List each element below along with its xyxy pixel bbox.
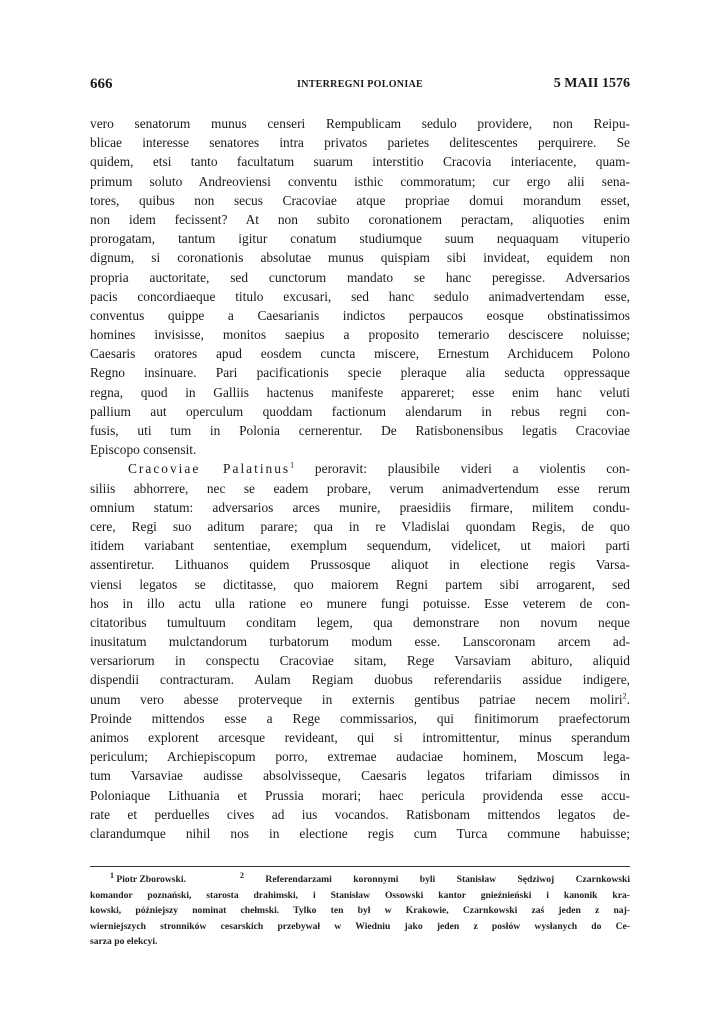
text-line: prorogatam, tantum igitur conatum studiumque suum nequaquam vituperio <box>90 231 630 247</box>
footnote-line: wierniejszych stronników cesarskich przebywał w Wiedniu jako jeden z posłów wysłanych do Ce- <box>90 920 630 932</box>
text-line: Caesaris oratores apud eosdem cuncta miscere, Ernestum Archiducem Polono <box>90 346 630 362</box>
footnotes <box>90 872 630 950</box>
text-line: conventus quippe a Caesarianis indictos perpaucos eosque obstinatissimos <box>90 307 630 323</box>
text-line: omnium statum: adversarios arces munire, praesidiis firmare, militem condu- <box>90 499 630 515</box>
text-line: rate et perduelles cives ad ius vocandos. Ratisbonam mittendos legatos de- <box>90 806 630 822</box>
text-line: homines invisisse, monitos saepius a proposito temerario desciscere noluisse; <box>90 327 630 343</box>
text-line: hos in illo actu ulla ratione eo munere fungi potuisse. Esse veterem de con- <box>90 595 630 611</box>
footnote-divider <box>90 866 630 867</box>
text-line: regna, quod in Galliis hactenus manifeste appareret; esse enim hanc veluti <box>90 384 630 400</box>
text-line: pallium aut operculum quoddam factionum alendarum in rebus regni con- <box>90 403 630 419</box>
header-date: 5 MAII 1576 <box>553 76 630 91</box>
text-line: versariorum in conspectu Cracoviae sitam, Rege Varsaviam abituro, aliquid <box>90 653 630 669</box>
text-line: clarandumque nihil nos in electione regis cum Turca commune habuisse; <box>90 825 630 841</box>
footnote-line: sarza po elekcyi. <box>90 936 158 948</box>
line-rest: peroravit: plausibile videri a violentis con- <box>294 461 630 477</box>
running-title: INTERREGNI POLONIAE <box>297 79 423 90</box>
text-line: primum soluto Andreoviensi conventu isthic commoratum; cur ergo alii sena- <box>90 173 630 189</box>
line-text: unum vero abesse proterveque in externis gentibus patriae necem moliri <box>90 691 623 707</box>
text-line: Episcopo consensit. <box>90 442 197 458</box>
text-line: itidem variabant sententiae, exemplum sequendum, videlicet, ut maiori parti <box>90 538 630 554</box>
paragraph-1 <box>90 114 630 459</box>
text-line: fusis, uti tum in Polonia cernerentur. De Ratisbonensibus legatis Cracoviae <box>90 423 630 438</box>
text-line: animos explorent arcesque revideant, qui si intromittentur, minus sperandum <box>90 730 630 745</box>
speaker-name: Cracoviae Palatinus <box>128 461 291 477</box>
text-line: non idem fecissent? At non subito coronationem peractam, aliquoties enim <box>90 211 630 227</box>
text-line: unum vero abesse proterveque in externis gentibus patriae necem moliri$^2$. <box>90 691 630 707</box>
text-line: siliis abhorrere, nec se eadem probare, verum animadvertendum esse rerum <box>90 480 630 496</box>
text-line: Regno insinuare. Pari pacificationis specie pleraque alia seducta oppressaque <box>90 365 630 381</box>
footnote-ref-1: 1 <box>290 460 295 470</box>
footnote-1-marker: 1 <box>110 872 114 880</box>
text-line <box>90 459 630 478</box>
footnote-line <box>90 872 630 888</box>
text-line: cere, Regi suo aditum parare; qua in re Vladislai quondam Regis, de quo <box>90 518 630 534</box>
text-line: quidem, etsi tanto facultatum suarum interstitio Cracovia interiacente, quam- <box>90 154 630 170</box>
text-line: Proinde mittendos esse a Rege commissarios, qui finitimorum praefectorum <box>90 710 630 726</box>
text-line: citatoribus tumultuum conditam legem, qua demonstrare non novum neque <box>90 614 630 630</box>
text-line: dignum, si coronationis absolutae munus quispiam sibi invideat, equidem non <box>90 250 630 266</box>
text-line: dispendii contracturam. Aulam Regiam duobus referendariis assidue indigere, <box>90 672 630 688</box>
page-number: 666 <box>90 76 113 92</box>
footnote-ref-2: 2 <box>622 691 627 701</box>
text-line: pacis concordiaeque titulo excusari, sed hanc sedulo animadvertendam esse, <box>90 288 630 304</box>
footnote-2-text: Referendarzami koronnymi byli Stanisław Sędziwoj Czarnkowski <box>265 874 630 885</box>
text-line: tores, quibus non secus Cracoviae atque propriae domui morandum esset, <box>90 192 630 208</box>
text-line: periculum; Archiepiscopum porro, extremae audaciae hominem, Moscum lega- <box>90 749 630 765</box>
footnote-line: kowski, późniejszy nominat chełmski. Tylko ten był w Krakowie, Czarnkowski zaś jeden z naj- <box>90 905 630 917</box>
footnote-line: komandor poznański, starosta drahimski, i Stanisław Ossowski kantor gnieźnieński i kanonik kra- <box>90 889 630 901</box>
page-header <box>90 76 630 96</box>
text-line: tum Varsaviae audisse absolvisseque, Caesaris legatos trifariam dimissos in <box>90 768 630 784</box>
text-line: inusitatum mulctandorum turbatorum modum esse. Lanscoronam arcem ad- <box>90 634 630 650</box>
footnote-1-text: Piotr Zborowski. <box>116 874 186 885</box>
paragraph-2 <box>90 459 630 843</box>
text-line: viensi legatos se dictitasse, quo maiorem Regni partem sibi arrogarent, sed <box>90 576 630 592</box>
footnote-1 <box>90 872 240 888</box>
text-line: blicae interesse senatores intra privatos parietes delitescentes perquirere. Se <box>90 135 630 151</box>
text-line: vero senatorum munus censeri Rempublicam sedulo providere, non Reipu- <box>90 116 630 131</box>
text-line: propria auctoritate, sed cunctorum mandato se hanc peregisse. Adversarios <box>90 269 630 285</box>
text-line: Poloniaque Lithuania et Prussia morari; haec pericula providenda esse accu- <box>90 787 630 803</box>
footnote-2-marker: 2 <box>240 872 244 880</box>
main-text <box>90 114 630 843</box>
text-line: assentiretur. Lithuanos quidem Prussosque aliquot in electione regis Varsa- <box>90 557 630 573</box>
